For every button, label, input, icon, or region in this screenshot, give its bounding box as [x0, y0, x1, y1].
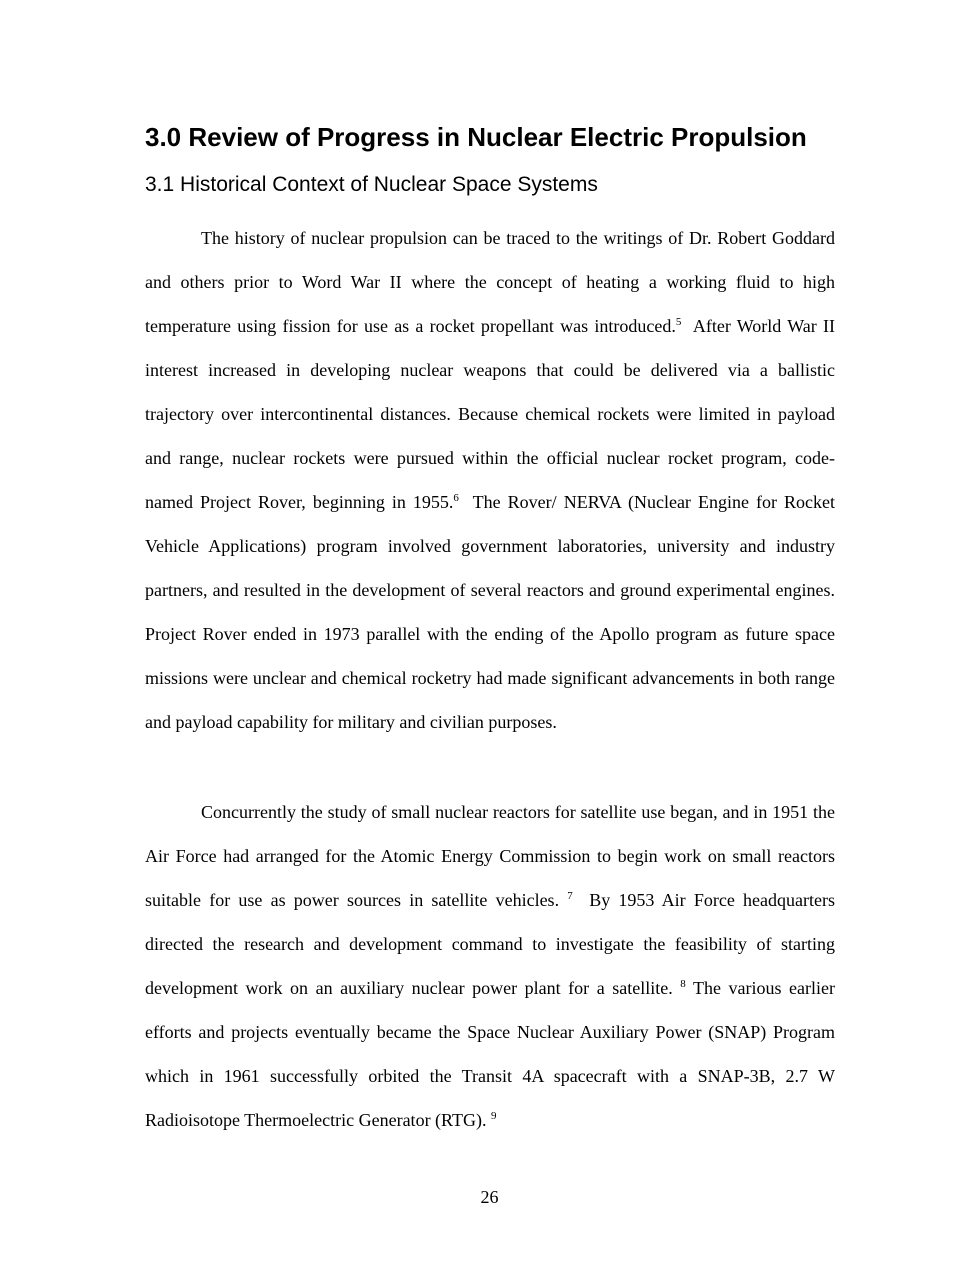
- paragraph-2-sentence-1: Concurrently the study of small nuclear reactors for satellite use began, and in 1951 the Air Force had arranged for the Atomic Energy Commission to begin work on small reactors suitable for use as power sources in satellite vehicles.: [145, 802, 835, 910]
- paragraph-snap: [145, 790, 835, 1142]
- paragraph-2-sentence-3: The various earlier efforts and projects eventually became the Space Nuclear Auxiliary Power (SNAP) Program which in 1961 successfully orbited the Transit 4A spacecraft with a SNAP-3B, 2.7 W Radioisotope Thermoelectric Generator (RTG).: [145, 978, 835, 1130]
- section-heading: 3.0 Review of Progress in Nuclear Electric Propulsion: [145, 122, 807, 152]
- footnote-ref-8: 8: [680, 978, 686, 990]
- paragraph-1-sentence-2: After World War II interest increased in developing nuclear weapons that could be delivered via a ballistic trajectory over intercontinental distances. Because chemical rockets were limited in payload and range, nuclear rockets were pursued within the official nuclear rocket program, code-named Project Rover, beginning in 1955.: [145, 316, 835, 512]
- paragraph-2-sentence-2: By 1953 Air Force headquarters directed the research and development command to investigate the feasibility of starting development work on an auxiliary nuclear power plant for a satellite.: [145, 890, 836, 998]
- footnote-ref-9: 9: [490, 1110, 497, 1122]
- footnote-ref-6: 6: [453, 492, 459, 504]
- page-number: 26: [480, 1187, 499, 1207]
- footnote-ref-7: 7: [567, 890, 573, 902]
- paragraph-1-sentence-1: The history of nuclear propulsion can be traced to the writings of Dr. Robert Goddard and others prior to Word War II where the concept of heating a working fluid to high temperature using fission for use as a rocket propellant was introduced.: [145, 228, 835, 336]
- footnote-ref-5: 5: [675, 316, 682, 328]
- subsection-heading: 3.1 Historical Context of Nuclear Space Systems: [145, 173, 598, 196]
- paragraph-1-sentence-3: The Rover/ NERVA (Nuclear Engine for Rocket Vehicle Applications) program involved government laboratories, university and industry partners, and resulted in the development of several reactors and ground experimental engines. Project Rover ended in 1973 parallel with the ending of the Apollo program as future space missions were unclear and chemical rocketry had made significant advancements in both range and payload capability for military and civilian purposes.: [145, 492, 835, 732]
- paragraph-history: [145, 216, 835, 744]
